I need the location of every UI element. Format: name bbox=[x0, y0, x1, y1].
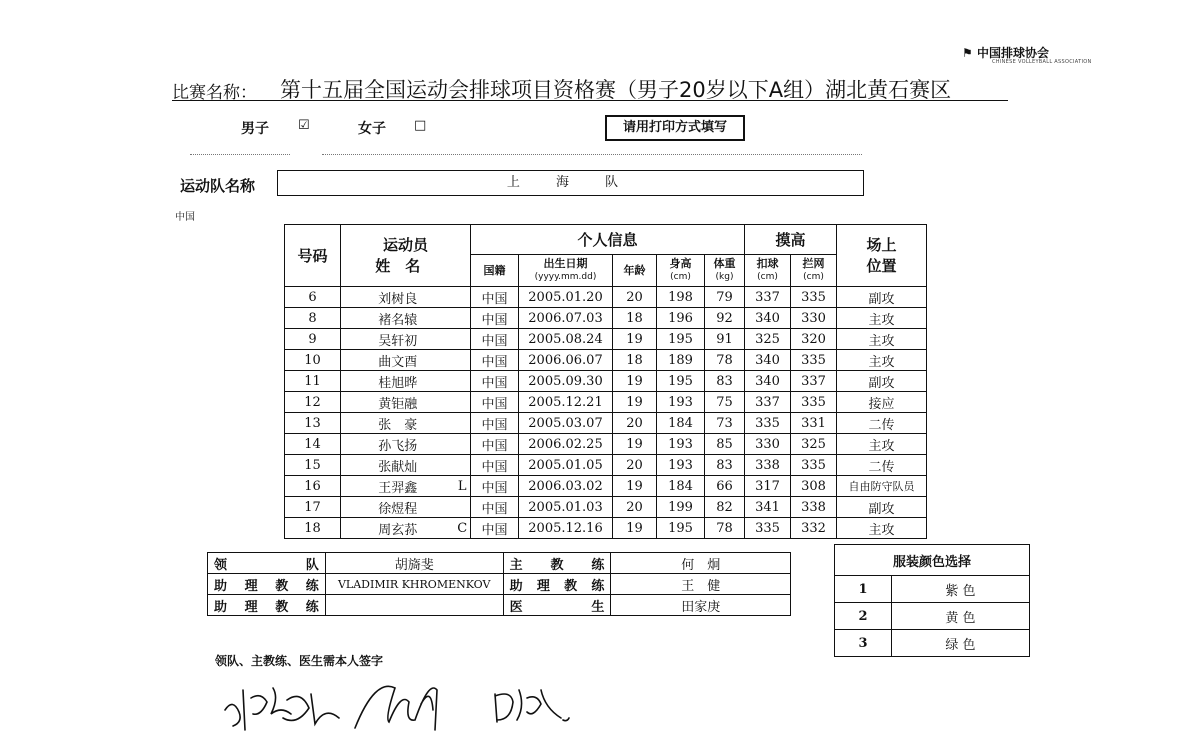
row-block-reach: 335 bbox=[791, 287, 837, 308]
row-athlete-mark bbox=[455, 371, 471, 392]
staff-table bbox=[207, 552, 791, 616]
nation-note: 中国 bbox=[175, 212, 195, 223]
staff-label: 领 队 bbox=[214, 557, 319, 573]
association-name: 中国排球协会 bbox=[976, 46, 1049, 60]
row-spike-reach: 337 bbox=[745, 392, 791, 413]
row-height: 184 bbox=[657, 476, 705, 497]
table-row bbox=[285, 455, 927, 476]
male-checkbox[interactable]: ☑ bbox=[298, 118, 310, 133]
row-weight: 79 bbox=[705, 287, 745, 308]
row-birth-date: 2006.03.02 bbox=[519, 476, 613, 497]
uniform-option-color: 绿 色 bbox=[892, 630, 1030, 657]
row-position: 副攻 bbox=[837, 371, 927, 392]
association-subtitle: CHINESE VOLLEYBALL ASSOCIATION bbox=[992, 59, 1092, 65]
row-number: 9 bbox=[285, 329, 341, 350]
title-underline bbox=[172, 100, 1008, 101]
assistant-coach-label-cell bbox=[208, 574, 326, 595]
row-number: 15 bbox=[285, 455, 341, 476]
row-nationality: 中国 bbox=[471, 413, 519, 434]
row-athlete-mark bbox=[455, 413, 471, 434]
row-number: 17 bbox=[285, 497, 341, 518]
table-row bbox=[285, 308, 927, 329]
row-height: 195 bbox=[657, 371, 705, 392]
row-age: 20 bbox=[613, 287, 657, 308]
head-coach-label-cell bbox=[503, 553, 611, 574]
header-position-line2: 位置 bbox=[837, 255, 927, 287]
row-nationality: 中国 bbox=[471, 476, 519, 497]
row-age: 20 bbox=[613, 413, 657, 434]
row-age: 20 bbox=[613, 455, 657, 476]
row-height: 193 bbox=[657, 434, 705, 455]
staff-label: 助 理 教 练 bbox=[509, 578, 605, 594]
uniform-option-color: 紫 色 bbox=[892, 576, 1030, 603]
table-row bbox=[285, 434, 927, 455]
row-height: 184 bbox=[657, 413, 705, 434]
header-block bbox=[791, 255, 837, 287]
uniform-option-number: 2 bbox=[835, 603, 892, 630]
row-position: 自由防守队员 bbox=[837, 476, 927, 497]
row-position: 主攻 bbox=[837, 350, 927, 371]
row-nationality: 中国 bbox=[471, 392, 519, 413]
table-row bbox=[285, 413, 927, 434]
header-weight-label: 体重 bbox=[713, 257, 736, 270]
row-height: 199 bbox=[657, 497, 705, 518]
table-row bbox=[285, 287, 927, 308]
header-height-label: 身高 bbox=[669, 257, 692, 270]
row-position: 主攻 bbox=[837, 329, 927, 350]
row-weight: 85 bbox=[705, 434, 745, 455]
row-spike-reach: 340 bbox=[745, 308, 791, 329]
row-height: 193 bbox=[657, 392, 705, 413]
table-row bbox=[285, 392, 927, 413]
signature-note: 领队、主教练、医生需本人签字 bbox=[215, 654, 384, 668]
row-age: 19 bbox=[613, 476, 657, 497]
row-birth-date: 2006.06.07 bbox=[519, 350, 613, 371]
uniform-color-table bbox=[834, 544, 1030, 657]
row-height: 196 bbox=[657, 308, 705, 329]
roster-table bbox=[284, 224, 927, 539]
row-block-reach: 335 bbox=[791, 392, 837, 413]
row-block-reach: 332 bbox=[791, 518, 837, 539]
row-nationality: 中国 bbox=[471, 497, 519, 518]
row-age: 18 bbox=[613, 308, 657, 329]
list-item bbox=[835, 603, 1030, 630]
row-athlete-mark bbox=[455, 329, 471, 350]
row-birth-date: 2005.09.30 bbox=[519, 371, 613, 392]
row-nationality: 中国 bbox=[471, 371, 519, 392]
table-row bbox=[285, 371, 927, 392]
row-nationality: 中国 bbox=[471, 287, 519, 308]
row-athlete-mark: L bbox=[455, 476, 471, 497]
team-label: 运动队名称 bbox=[180, 177, 256, 195]
assistant-coach-1: VLADIMIR KHROMENKOV bbox=[325, 574, 503, 595]
row-position: 接应 bbox=[837, 392, 927, 413]
handwritten-signatures bbox=[215, 670, 635, 740]
row-birth-date: 2005.12.16 bbox=[519, 518, 613, 539]
row-weight: 92 bbox=[705, 308, 745, 329]
row-position: 主攻 bbox=[837, 308, 927, 329]
row-weight: 83 bbox=[705, 371, 745, 392]
row-birth-date: 2005.01.05 bbox=[519, 455, 613, 476]
head-coach-name: 何 炯 bbox=[611, 553, 791, 574]
row-spike-reach: 340 bbox=[745, 371, 791, 392]
row-athlete-name: 桂旭晔 bbox=[341, 371, 455, 392]
uniform-option-color: 黄 色 bbox=[892, 603, 1030, 630]
row-birth-date: 2005.08.24 bbox=[519, 329, 613, 350]
row-block-reach: 337 bbox=[791, 371, 837, 392]
row-birth-date: 2006.07.03 bbox=[519, 308, 613, 329]
row-height: 189 bbox=[657, 350, 705, 371]
header-nationality: 国籍 bbox=[471, 255, 519, 287]
doctor-name: 田家庚 bbox=[611, 595, 791, 616]
dotted-divider bbox=[322, 154, 862, 155]
row-weight: 73 bbox=[705, 413, 745, 434]
row-birth-date: 2006.02.25 bbox=[519, 434, 613, 455]
row-block-reach: 335 bbox=[791, 455, 837, 476]
row-athlete-mark bbox=[455, 455, 471, 476]
row-height: 195 bbox=[657, 518, 705, 539]
row-athlete-name: 徐煜程 bbox=[341, 497, 455, 518]
row-weight: 82 bbox=[705, 497, 745, 518]
row-position: 副攻 bbox=[837, 287, 927, 308]
match-label: 比赛名称： bbox=[172, 83, 257, 103]
row-age: 19 bbox=[613, 371, 657, 392]
row-athlete-name: 张 豪 bbox=[341, 413, 455, 434]
staff-label: 助 理 教 练 bbox=[214, 599, 319, 615]
header-age: 年龄 bbox=[613, 255, 657, 287]
row-nationality: 中国 bbox=[471, 434, 519, 455]
row-weight: 83 bbox=[705, 455, 745, 476]
row-spike-reach: 341 bbox=[745, 497, 791, 518]
row-weight: 91 bbox=[705, 329, 745, 350]
row-nationality: 中国 bbox=[471, 455, 519, 476]
uniform-option-number: 3 bbox=[835, 630, 892, 657]
table-row bbox=[285, 497, 927, 518]
row-athlete-mark bbox=[455, 308, 471, 329]
print-note: 请用打印方式填写 bbox=[605, 115, 745, 141]
row-birth-date: 2005.01.03 bbox=[519, 497, 613, 518]
row-age: 19 bbox=[613, 434, 657, 455]
staff-label: 主 教 练 bbox=[509, 557, 605, 573]
header-dob-format: (yyyy.mm.dd) bbox=[534, 272, 597, 282]
doctor-label-cell bbox=[503, 595, 611, 616]
row-block-reach: 320 bbox=[791, 329, 837, 350]
row-number: 16 bbox=[285, 476, 341, 497]
assistant-coach-label-cell bbox=[208, 595, 326, 616]
row-position: 主攻 bbox=[837, 434, 927, 455]
team-name: 上 海 队 bbox=[277, 170, 864, 196]
row-nationality: 中国 bbox=[471, 518, 519, 539]
row-athlete-name: 王羿鑫 bbox=[341, 476, 455, 497]
header-weight-unit: (kg) bbox=[715, 272, 734, 282]
row-position: 二传 bbox=[837, 413, 927, 434]
row-weight: 78 bbox=[705, 350, 745, 371]
row-spike-reach: 335 bbox=[745, 413, 791, 434]
assistant-coach-2: 王 健 bbox=[611, 574, 791, 595]
header-position-line1: 场上 bbox=[837, 225, 927, 255]
row-athlete-name: 周玄荪 bbox=[341, 518, 455, 539]
row-nationality: 中国 bbox=[471, 350, 519, 371]
header-mark-spacer bbox=[455, 255, 471, 287]
row-number: 13 bbox=[285, 413, 341, 434]
header-weight bbox=[705, 255, 745, 287]
assistant-coach-3 bbox=[325, 595, 503, 616]
row-position: 副攻 bbox=[837, 497, 927, 518]
row-weight: 66 bbox=[705, 476, 745, 497]
assistant-coach-label-cell bbox=[503, 574, 611, 595]
male-label: 男子 bbox=[241, 121, 269, 137]
row-spike-reach: 338 bbox=[745, 455, 791, 476]
header-block-label: 拦网 bbox=[802, 257, 825, 270]
row-spike-reach: 325 bbox=[745, 329, 791, 350]
table-row bbox=[285, 518, 927, 539]
row-number: 10 bbox=[285, 350, 341, 371]
header-height bbox=[657, 255, 705, 287]
header-height-unit: (cm) bbox=[670, 272, 691, 282]
row-number: 11 bbox=[285, 371, 341, 392]
leader-name: 胡旖斐 bbox=[325, 553, 503, 574]
row-athlete-name: 孙飞扬 bbox=[341, 434, 455, 455]
row-block-reach: 325 bbox=[791, 434, 837, 455]
header-number: 号码 bbox=[285, 225, 341, 287]
row-athlete-name: 吴轩初 bbox=[341, 329, 455, 350]
row-athlete-name: 黄钜融 bbox=[341, 392, 455, 413]
row-number: 8 bbox=[285, 308, 341, 329]
header-dob-label: 出生日期 bbox=[543, 257, 588, 270]
row-number: 12 bbox=[285, 392, 341, 413]
row-spike-reach: 337 bbox=[745, 287, 791, 308]
header-athlete-line2: 姓 名 bbox=[341, 255, 455, 287]
header-dob bbox=[519, 255, 613, 287]
row-age: 18 bbox=[613, 350, 657, 371]
row-athlete-name: 刘树良 bbox=[341, 287, 455, 308]
row-nationality: 中国 bbox=[471, 329, 519, 350]
row-height: 195 bbox=[657, 329, 705, 350]
staff-label: 助 理 教 练 bbox=[214, 578, 319, 594]
header-reach: 摸高 bbox=[745, 225, 837, 255]
header-personal-info: 个人信息 bbox=[471, 225, 745, 255]
row-nationality: 中国 bbox=[471, 308, 519, 329]
row-age: 19 bbox=[613, 329, 657, 350]
row-weight: 78 bbox=[705, 518, 745, 539]
uniform-option-number: 1 bbox=[835, 576, 892, 603]
table-row bbox=[285, 350, 927, 371]
row-height: 198 bbox=[657, 287, 705, 308]
female-label: 女子 bbox=[358, 121, 386, 137]
row-height: 193 bbox=[657, 455, 705, 476]
row-athlete-name: 褚名辕 bbox=[341, 308, 455, 329]
row-athlete-mark bbox=[455, 287, 471, 308]
row-number: 18 bbox=[285, 518, 341, 539]
row-athlete-mark bbox=[455, 497, 471, 518]
row-birth-date: 2005.12.21 bbox=[519, 392, 613, 413]
row-spike-reach: 317 bbox=[745, 476, 791, 497]
header-block-unit: (cm) bbox=[803, 272, 824, 282]
row-block-reach: 338 bbox=[791, 497, 837, 518]
row-block-reach: 331 bbox=[791, 413, 837, 434]
match-name: 第十五届全国运动会排球项目资格赛（男子20岁以下A组）湖北黄石赛区 bbox=[280, 78, 952, 102]
row-age: 19 bbox=[613, 518, 657, 539]
row-birth-date: 2005.01.20 bbox=[519, 287, 613, 308]
row-athlete-mark bbox=[455, 434, 471, 455]
staff-label: 医 生 bbox=[509, 599, 605, 615]
row-number: 6 bbox=[285, 287, 341, 308]
row-age: 20 bbox=[613, 497, 657, 518]
row-block-reach: 308 bbox=[791, 476, 837, 497]
female-checkbox[interactable]: □ bbox=[414, 118, 427, 133]
flag-icon: ⚑ bbox=[962, 46, 973, 60]
row-birth-date: 2005.03.07 bbox=[519, 413, 613, 434]
header-spike bbox=[745, 255, 791, 287]
row-block-reach: 335 bbox=[791, 350, 837, 371]
header-spike-unit: (cm) bbox=[757, 272, 778, 282]
row-block-reach: 330 bbox=[791, 308, 837, 329]
row-athlete-name: 张献灿 bbox=[341, 455, 455, 476]
row-position: 二传 bbox=[837, 455, 927, 476]
header-athlete-line1: 运动员 bbox=[341, 225, 471, 255]
row-athlete-mark: C bbox=[455, 518, 471, 539]
table-row bbox=[285, 329, 927, 350]
row-athlete-mark bbox=[455, 392, 471, 413]
leader-label-cell bbox=[208, 553, 326, 574]
row-weight: 75 bbox=[705, 392, 745, 413]
row-position: 主攻 bbox=[837, 518, 927, 539]
list-item bbox=[835, 630, 1030, 657]
row-athlete-mark bbox=[455, 350, 471, 371]
row-age: 19 bbox=[613, 392, 657, 413]
row-spike-reach: 330 bbox=[745, 434, 791, 455]
list-item bbox=[835, 576, 1030, 603]
header-spike-label: 扣球 bbox=[756, 257, 779, 270]
row-spike-reach: 335 bbox=[745, 518, 791, 539]
dotted-divider bbox=[190, 154, 290, 155]
row-athlete-name: 曲文酉 bbox=[341, 350, 455, 371]
uniform-title: 服装颜色选择 bbox=[835, 545, 1030, 576]
row-number: 14 bbox=[285, 434, 341, 455]
table-row bbox=[285, 476, 927, 497]
row-spike-reach: 340 bbox=[745, 350, 791, 371]
